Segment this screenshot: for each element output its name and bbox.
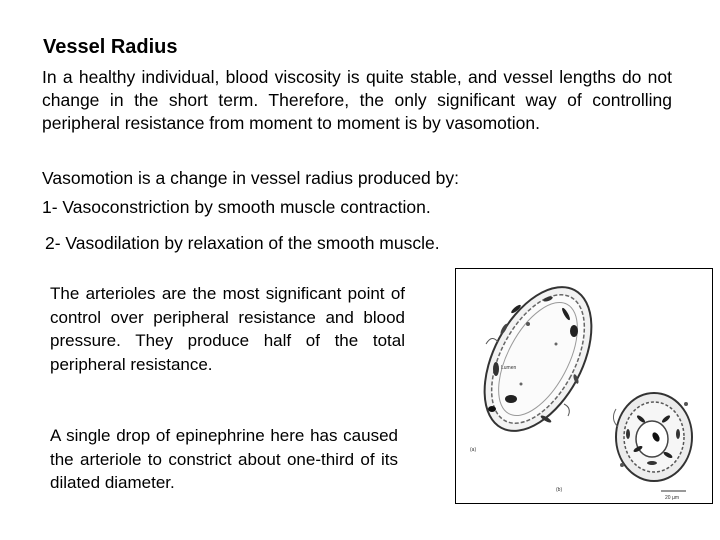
figure-label-lumen: Lumen bbox=[501, 365, 517, 371]
list-item-vasoconstriction: 1- Vasoconstriction by smooth muscle contraction. bbox=[42, 197, 431, 217]
intro-paragraph: In a healthy individual, blood viscosity is quite stable, and vessel lengths do not change in the short term. Therefore, the only significant way of controlling peripheral resistance from moment to moment is by vasomotion. bbox=[42, 67, 672, 133]
micrograph-drawing bbox=[456, 269, 712, 503]
figure-label-a: (a) bbox=[470, 447, 477, 453]
vasomotion-definition: Vasomotion is a change in vessel radius produced by: bbox=[42, 168, 460, 188]
figure-scale-label: 20 µm bbox=[665, 495, 679, 501]
slide-title: Vessel Radius bbox=[43, 36, 178, 58]
constricted-arteriole bbox=[613, 393, 692, 481]
arterioles-paragraph: The arterioles are the most significant point of control over peripheral resistance and blood pressure. They produce half of the total peripheral resistance. bbox=[50, 284, 405, 374]
list-item-vasodilation: 2- Vasodilation by relaxation of the smooth muscle. bbox=[45, 233, 440, 253]
epinephrine-paragraph: A single drop of epinephrine here has caused the arteriole to constrict about one-third of its dilated diameter. bbox=[50, 426, 398, 492]
arteriole-micrograph bbox=[455, 268, 713, 504]
figure-label-b: (b) bbox=[556, 487, 563, 493]
dilated-arteriole bbox=[463, 269, 614, 448]
